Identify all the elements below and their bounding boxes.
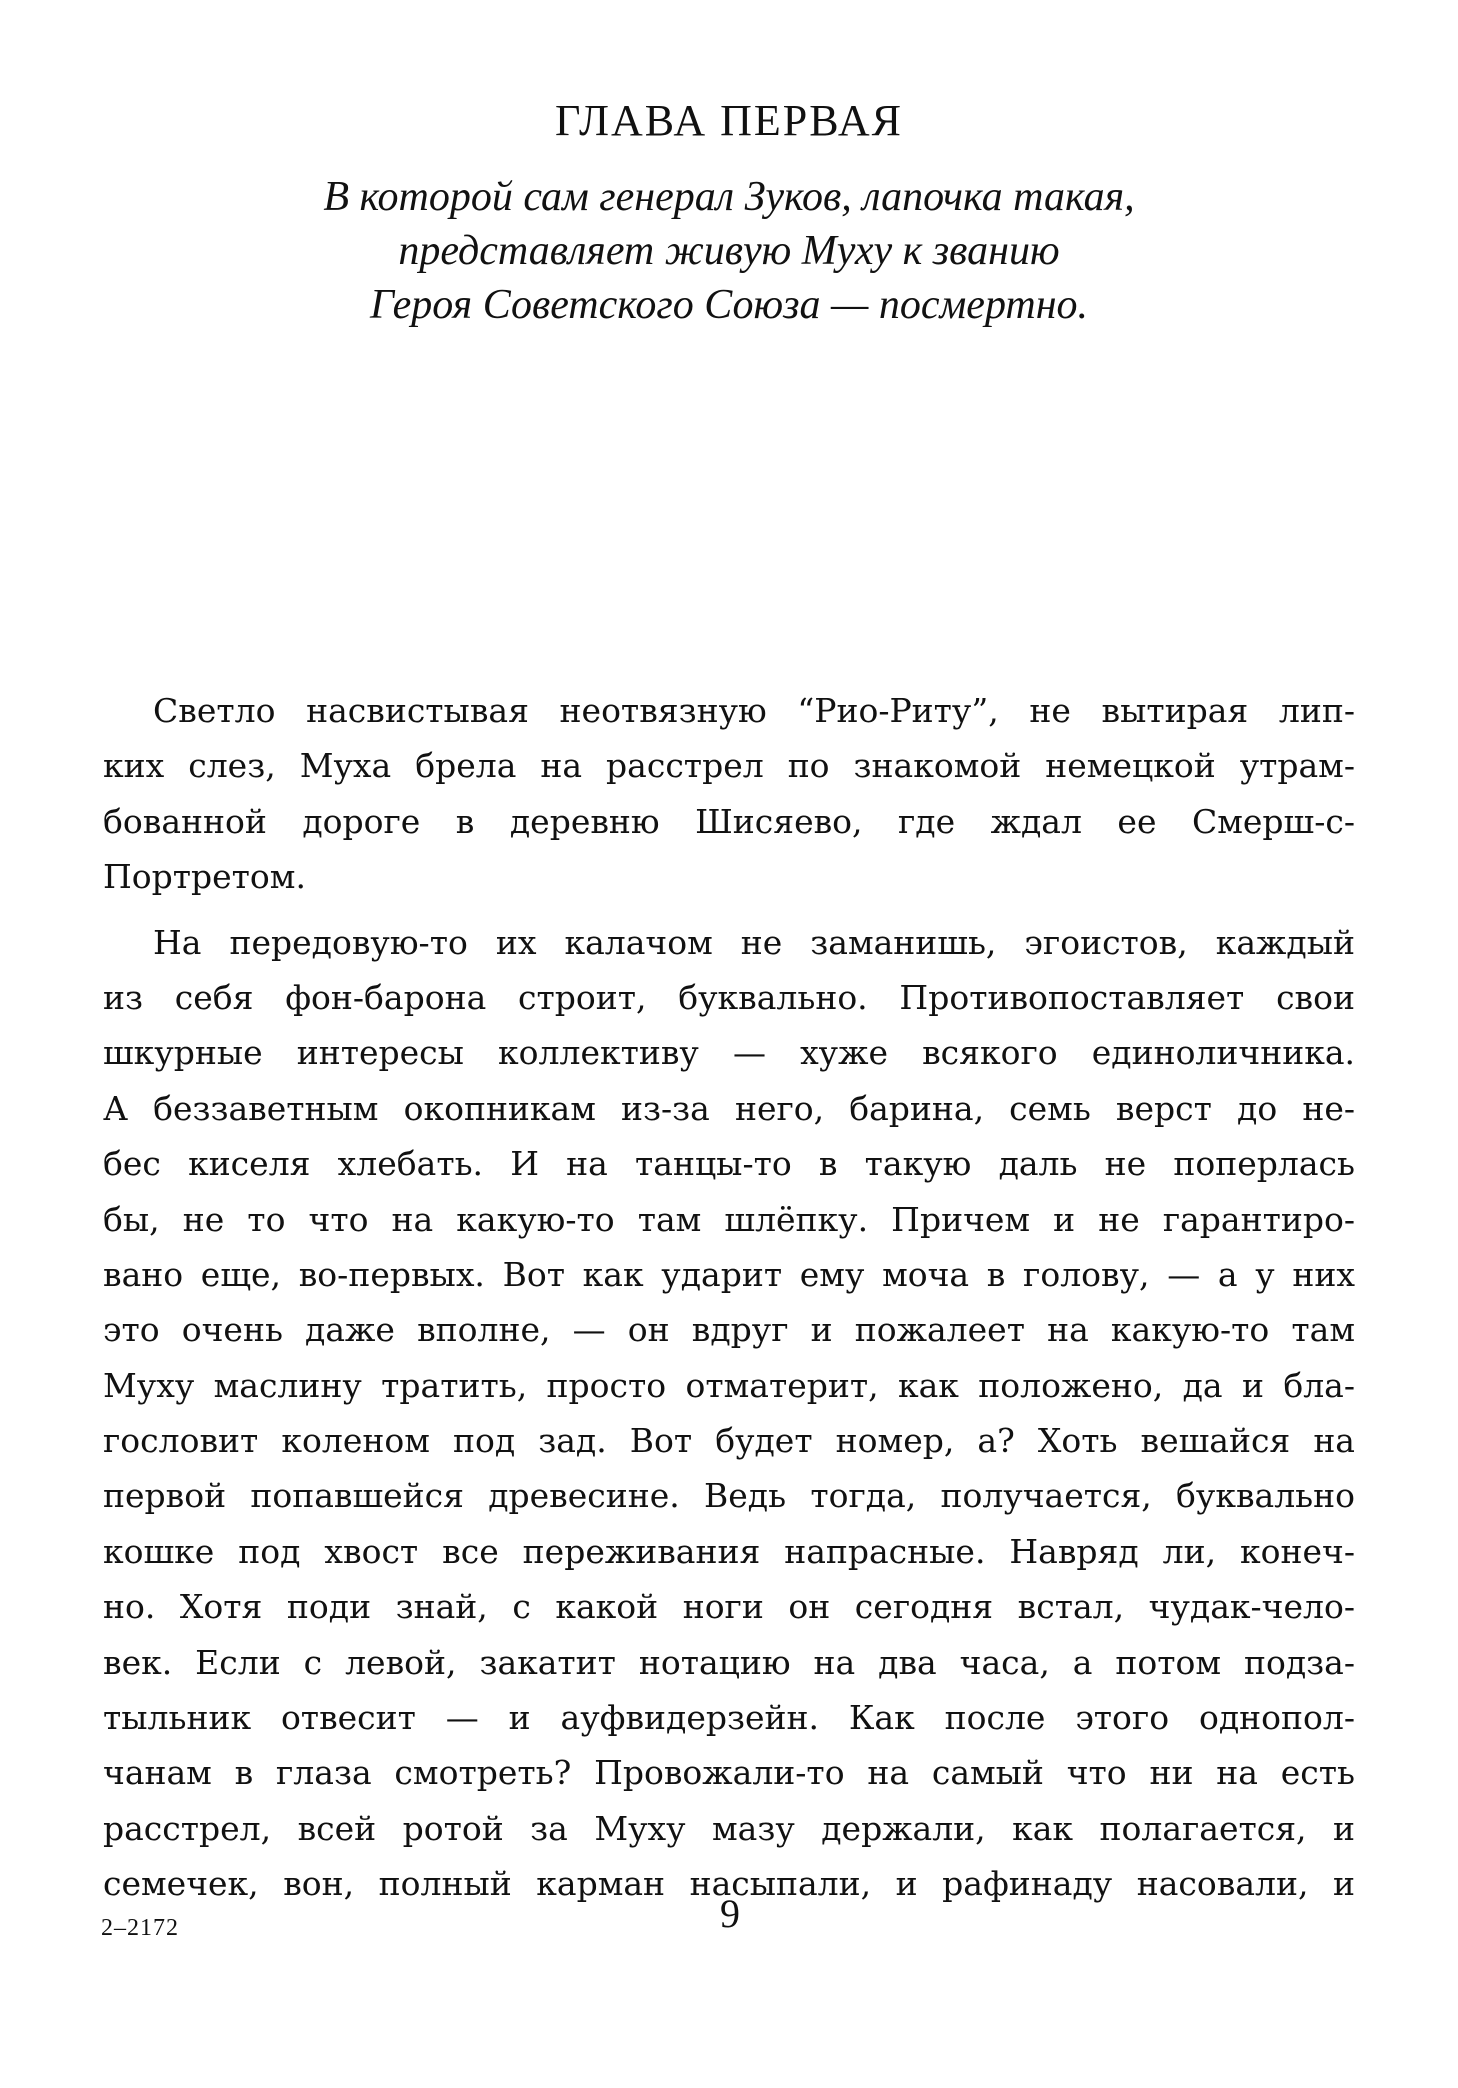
paragraph: [103, 915, 1355, 1912]
text-line: ких слез, Муха брела на расстрел по знакомой немецкой утрам-: [103, 746, 1355, 786]
text-line: семечек, вон, полный карман насыпали, и рафинаду насовали, и: [103, 1864, 1355, 1904]
text-line: первой попавшейся древесине. Ведь тогда, получается, буквально: [103, 1476, 1355, 1516]
text-line: бы, не то что на какую-то там шлёпку. Причем и не гарантиро-: [103, 1199, 1355, 1239]
text-line: расстрел, всей ротой за Муху мазу держали, как полагается, и: [103, 1808, 1355, 1848]
printer-signature-mark: 2–2172: [101, 1915, 179, 1941]
text-line: чанам в глаза смотреть? Провожали-то на самый что ни на есть: [103, 1753, 1355, 1793]
epigraph-line: представляет живую Муху к званию: [398, 228, 1060, 274]
text-line: вано еще, во-первых. Вот как ударит ему моча в голову, — а у них: [103, 1254, 1355, 1294]
text-line: На передовую-то их калачом не заманишь, эгоистов, каждый: [153, 922, 1355, 962]
chapter-title: ГЛАВА ПЕРВАЯ: [555, 96, 903, 145]
text-line: шкурные интересы коллективу — хуже всякого единоличника.: [103, 1033, 1355, 1073]
text-line: бованной дороге в деревню Шисяево, где ждал ее Смерш-с-: [103, 801, 1355, 841]
text-line: это очень даже вполне, — он вдруг и пожалеет на какую-то там: [103, 1310, 1355, 1350]
paragraph: [103, 683, 1355, 905]
text-line: Портретом.: [103, 857, 306, 897]
epigraph-line: В которой сам генерал Зуков, лапочка такая,: [323, 174, 1135, 220]
body-text: [103, 683, 1355, 1912]
text-line: но. Хотя поди знай, с какой ноги он сегодня встал, чудак-чело-: [103, 1587, 1355, 1627]
text-line: век. Если с левой, закатит нотацию на два часа, а потом подза-: [103, 1642, 1355, 1682]
text-line: Муху маслину тратить, просто отматерит, как положено, да и бла-: [103, 1365, 1355, 1405]
text-line: гословит коленом под зад. Вот будет номер, а? Хоть вешайся на: [103, 1421, 1355, 1461]
text-line: Светло насвистывая неотвязную “Рио-Риту”, не вытирая лип-: [153, 691, 1355, 730]
page-number: 9: [720, 1891, 740, 1936]
text-line: из себя фон-барона строит, буквально. Противопоставляет свои: [103, 977, 1355, 1017]
chapter-epigraph: [170, 170, 1288, 332]
text-line: тыльник отвесит — и ауфвидерзейн. Как после этого однопол-: [103, 1698, 1355, 1738]
text-line: бес киселя хлебать. И на танцы-то в такую даль не поперлась: [103, 1144, 1355, 1184]
text-line: А беззаветным окопникам из-за него, барина, семь верст до не-: [103, 1088, 1355, 1128]
text-line: кошке под хвост все переживания напрасные. Навряд ли, конеч-: [103, 1531, 1355, 1571]
epigraph-line: Героя Советского Союза — посмертно.: [369, 282, 1089, 328]
